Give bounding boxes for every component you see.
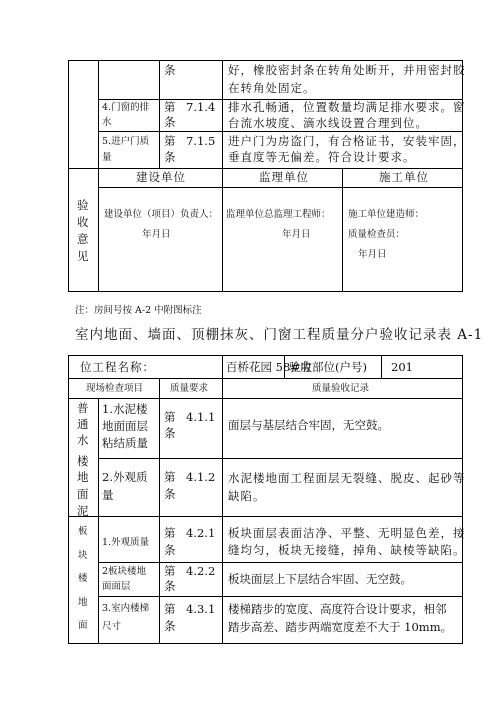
clause-suffix: 条 <box>164 63 176 77</box>
clause-number: 7.1.4 <box>186 100 216 114</box>
clause-number: 4.1.1 <box>186 410 216 424</box>
column-header-item: 现场检查项目 <box>86 383 144 394</box>
clause-number: 4.1.2 <box>186 470 216 484</box>
project-name-label: 位工程名称： <box>80 360 155 374</box>
check-item: 量 <box>102 488 114 502</box>
clause-suffix: 条 <box>164 426 176 440</box>
clause-prefix: 第 <box>164 410 176 424</box>
record-text: 排水孔畅通，位置数量均满足排水要求。窗 <box>228 100 466 114</box>
check-item: 面面层 <box>102 581 131 592</box>
record-text: 楼梯踏步的宽度、高度符合设计要求，相邻 <box>228 602 447 616</box>
clause-suffix: 条 <box>164 619 176 633</box>
check-item: 3.室内楼梯 <box>102 603 150 614</box>
record-text: 踏步高差、踏步两端宽度差不大于 10mm。 <box>228 620 453 634</box>
builder-date: 年月日 <box>358 249 387 260</box>
clause-suffix: 条 <box>164 150 176 164</box>
clause-prefix: 第 <box>164 564 176 578</box>
check-item: 2板块楼地 <box>102 566 147 577</box>
record-text: 进户门为房盗门，有合格证书，安装牢固， <box>228 134 466 148</box>
inspection-part-value: 201 <box>391 360 413 374</box>
clause-suffix: 条 <box>164 543 176 557</box>
check-item: 粘结质量 <box>102 436 148 450</box>
clause-number: 4.3.1 <box>186 602 216 616</box>
check-item: 1.水泥楼 <box>102 402 148 416</box>
construction-date: 年月日 <box>142 229 171 240</box>
column-header-record: 质量验收记录 <box>312 383 370 394</box>
check-item: 尺寸 <box>102 621 122 632</box>
clause-prefix: 第 <box>164 470 176 484</box>
record-text: 面层与基层结合牢固，无空鼓。 <box>228 418 389 432</box>
clause-prefix: 第 <box>164 100 176 114</box>
inspection-part-label: 验收部位(户号) <box>289 360 367 374</box>
clause-suffix: 条 <box>164 115 176 129</box>
supervision-signature-label: 监理单位总监理工程师： <box>226 209 331 220</box>
check-item: 2.外观质 <box>102 470 148 484</box>
clause-prefix: 第 <box>164 526 176 540</box>
check-item: 水 <box>102 117 112 128</box>
clause-prefix: 第 <box>164 134 176 148</box>
record-text: 缝均匀，板块无接缝，掉角、缺棱等缺陷。 <box>228 543 466 557</box>
clause-number: 4.2.1 <box>186 526 216 540</box>
project-name-value: 百桥花园 58#房 <box>226 360 312 374</box>
construction-unit-header: 建设单位 <box>136 170 186 184</box>
record-text: 台流水坡度、滴水线设置合理到位。 <box>228 116 428 130</box>
page-title: 室内地面、墙面、顶棚抹灰、门窗工程质量分户验收记录表 A-1 <box>75 327 484 343</box>
record-text: 在转角处固定。 <box>228 81 316 95</box>
check-item: 5.进户门质 <box>102 136 150 147</box>
check-item: 地面面层 <box>102 419 148 433</box>
clause-suffix: 条 <box>164 487 176 501</box>
record-text: 板块面层表面洁净、平整、无明显色差，接 <box>228 526 466 540</box>
check-item: 4.门窗的排 <box>102 102 150 113</box>
check-item: 量 <box>102 152 112 163</box>
clause-prefix: 第 <box>164 602 176 616</box>
clause-suffix: 条 <box>164 579 176 593</box>
supervision-unit-header: 监理单位 <box>259 170 309 184</box>
builder-signature-label: 施工单位建造师： <box>348 209 425 220</box>
record-text: 水泥楼地面工程面层无裂缝、脱皮、起砂等 <box>228 471 466 485</box>
record-text: 板块面层上下层结合牢固、无空鼓。 <box>228 572 412 586</box>
quality-inspector-label: 质量检查员： <box>348 229 406 240</box>
clause-number: 4.2.2 <box>186 564 216 578</box>
clause-number: 7.1.5 <box>186 134 216 148</box>
record-text: 垂直度等无偏差。符合设计要求。 <box>228 150 416 164</box>
record-text: 好，橡胶密封条在转角处断开，并用密封胶 <box>228 63 466 77</box>
supervision-date: 年月日 <box>282 229 311 240</box>
column-header-requirement: 质量要求 <box>170 383 209 394</box>
check-item: 1.外观质量 <box>102 537 150 548</box>
builder-unit-header: 施工单位 <box>379 170 429 184</box>
record-text: 缺陷。 <box>228 489 266 503</box>
construction-signature-label: 建设单位（项目）负责人： <box>104 209 219 220</box>
footnote: 注：房间号按 A-2 中附图标注 <box>75 305 202 316</box>
